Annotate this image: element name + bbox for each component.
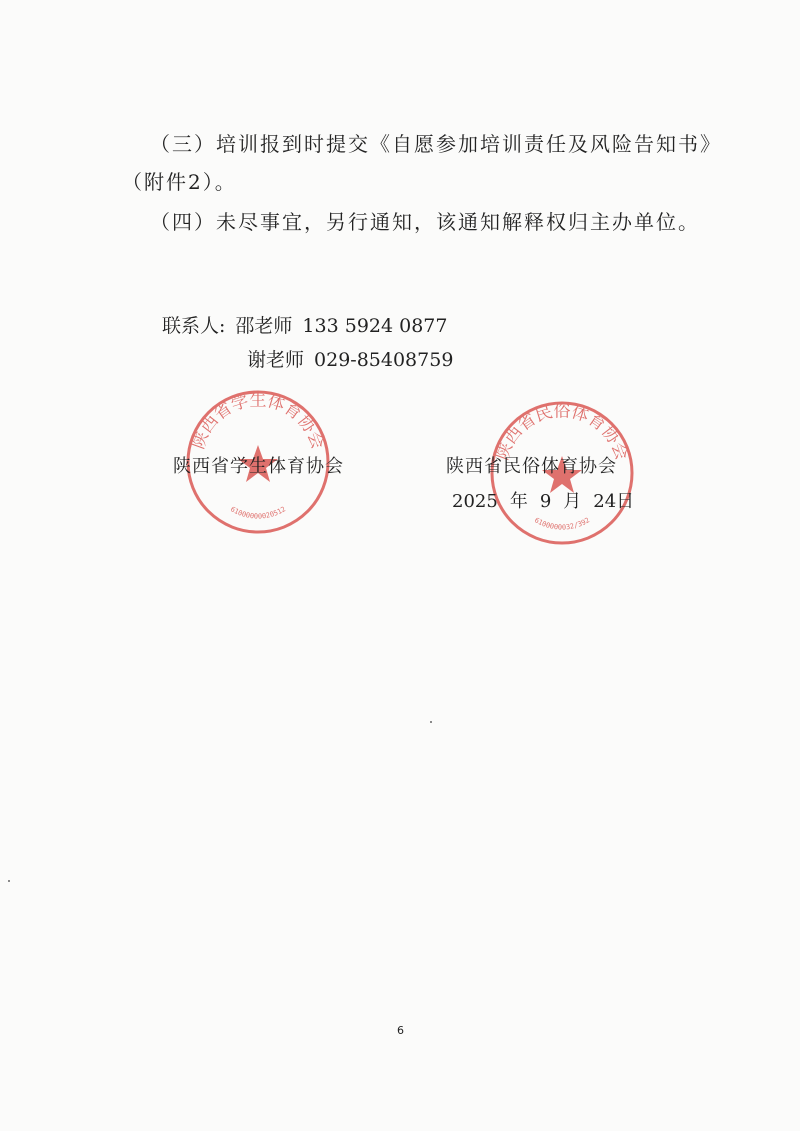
- svg-text:陕西省民俗体育协会: [491, 401, 631, 462]
- contact-name-1: 邵老师: [235, 315, 293, 337]
- seal-2-number: 6100000032/392: [532, 516, 592, 532]
- svg-text:61000000020512: [229, 505, 287, 520]
- item-4: （四）未尽事宜，另行通知，该通知解释权归主办单位。: [150, 210, 700, 234]
- seal-1-text: 陕西省学生体育协会: [188, 390, 328, 452]
- org-folk-sports-association: 陕西省民俗体育协会: [446, 456, 617, 477]
- contact-row-1: [162, 317, 447, 336]
- date-day: 24: [593, 491, 617, 512]
- seal-2-text: 陕西省民俗体育协会: [492, 401, 632, 463]
- item-3-line-1: （三）培训报到时提交《自愿参加培训责任及风险告知书》: [150, 132, 722, 156]
- contact-phone-1: 133 5924 0877: [302, 315, 448, 337]
- page-number: 6: [397, 1024, 404, 1037]
- svg-text:陕西省学生体育协会: [187, 390, 327, 451]
- scan-speck: [8, 880, 10, 882]
- contact-row-2: [247, 351, 453, 370]
- date-year-unit: 年: [509, 491, 528, 512]
- item-3-line-2: （附件2）。: [122, 170, 237, 194]
- contact-name-2: 谢老师: [247, 349, 305, 371]
- signature-date: [452, 493, 634, 511]
- scan-speck: [430, 721, 432, 723]
- date-month-unit: 月: [563, 491, 582, 512]
- contact-label: 联系人:: [162, 315, 226, 337]
- seal-1-number: 61000000020512: [228, 505, 288, 521]
- contact-phone-2: 029-85408759: [314, 349, 454, 371]
- date-year: 2025: [452, 491, 498, 512]
- date-day-unit: 日: [616, 491, 635, 512]
- org-student-sports-association: 陕西省学生体育协会: [173, 456, 344, 477]
- svg-text:6100000032/392: [533, 516, 591, 531]
- date-month: 9: [539, 491, 552, 512]
